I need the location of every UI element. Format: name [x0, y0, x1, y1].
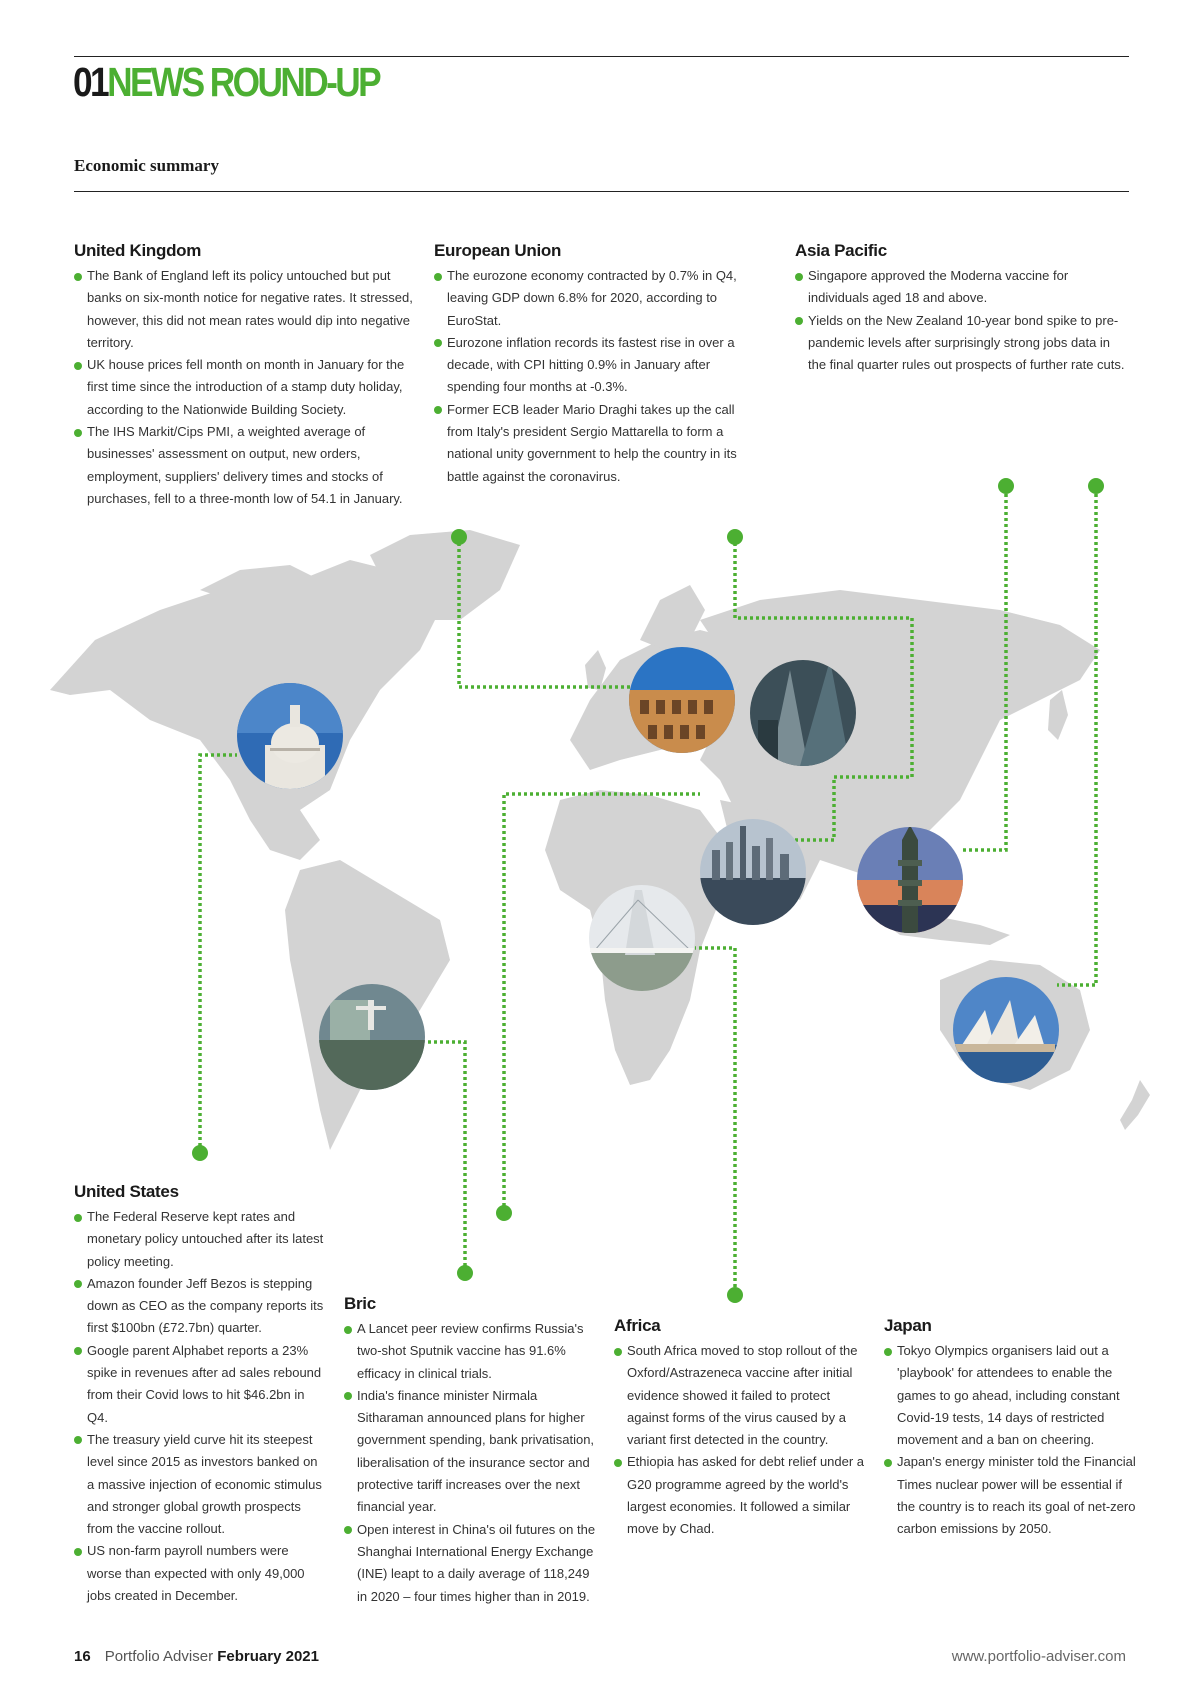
dot-apac-1: [998, 478, 1014, 494]
eu-news-item: Former ECB leader Mario Draghi takes up the call from Italy's president Sergio Mattarella to form a national unity government to help the country in its battle against the coronavirus.: [434, 399, 764, 488]
us-capitol-photo: [237, 683, 343, 789]
section-label: Economic summary: [74, 156, 219, 175]
connector-us: [200, 755, 237, 1152]
africa-news-item: South Africa moved to stop rollout of the Oxford/Astrazeneca vaccine after initial evidence showed it failed to protect against forms of the virus caused by a variant first detected in the country.: [614, 1340, 869, 1451]
bric-news-list: [344, 1318, 599, 1608]
publication-name: Portfolio Adviser: [104, 1648, 214, 1665]
colosseum-photo: [629, 647, 735, 753]
japan-news-list: [884, 1340, 1139, 1541]
eu-news-item: The eurozone economy contracted by 0.7% in Q4, leaving GDP down 6.8% for 2020, according to EuroStat.: [434, 265, 764, 332]
africa-news-item: Ethiopia has asked for debt relief under a G20 programme agreed by the world's largest economies. It followed a similar move by Chad.: [614, 1451, 869, 1540]
uk-news-item: UK house prices fell month on month in January for the first time since the introduction of a stamp duty holiday, according to the Nationwide Building Society.: [74, 354, 419, 421]
connector-africa: [695, 948, 735, 1293]
rio-christ-photo: [319, 984, 425, 1090]
us-news-item: The treasury yield curve hit its steepest level since 2015 as investors banked on a massive injection of economic stimulus and stronger global growth prospects from the vaccine rollout.: [74, 1429, 324, 1540]
uk-news-item: The Bank of England left its policy untouched but put banks on six-month notice for negative rates. It stressed, however, this did not mean rates would dip into negative territory.: [74, 265, 419, 354]
us-news-item: Google parent Alphabet reports a 23% spike in revenues after ad sales rebound from their Covid lows to hit $46.2bn in Q4.: [74, 1340, 324, 1429]
us-news-item: US non-farm payroll numbers were worse than expected with only 49,000 jobs created in December.: [74, 1540, 324, 1607]
us-news-list: [74, 1206, 324, 1607]
region-asia-pacific: [795, 241, 1125, 376]
apac-news-list: [795, 265, 1125, 376]
section-title: NEWS ROUND-UP: [107, 59, 380, 105]
connector-bric-2: [425, 1042, 465, 1272]
dot-us: [192, 1145, 208, 1161]
region-title-japan: Japan: [884, 1316, 932, 1335]
apac-news-item: Yields on the New Zealand 10-year bond spike to pre-pandemic levels after surprisingly strong jobs data in the final quarter rules out prospects of further rate cuts.: [795, 310, 1125, 377]
africa-news-list: [614, 1340, 869, 1541]
footer-url[interactable]: www.portfolio-adviser.com: [951, 1648, 1126, 1665]
footer-publication: [74, 1648, 319, 1665]
region-africa: [614, 1316, 869, 1541]
bric-news-item: A Lancet peer review confirms Russia's two-shot Sputnik vaccine has 91.6% efficacy in clinical trials.: [344, 1318, 599, 1385]
us-news-item: The Federal Reserve kept rates and monetary policy untouched after its latest policy meeting.: [74, 1206, 324, 1273]
us-news-item: Amazon founder Jeff Bezos is stepping down as CEO as the company reports its first $100bn (£72.7bn) quarter.: [74, 1273, 324, 1340]
japan-shape: [1048, 690, 1068, 740]
japan-news-item: Japan's energy minister told the Financial Times nuclear power will be essential if the country is to reach its goal of net-zero carbon emissions by 2050.: [884, 1451, 1139, 1540]
bric-news-item: Open interest in China's oil futures on the Shanghai International Energy Exchange (INE) leapt to a daily average of 118,249 in 2020 – four times higher than in 2019.: [344, 1519, 599, 1608]
connector-apac-2: [1057, 488, 1096, 985]
region-european-union: [434, 241, 764, 488]
section-number: 01: [73, 59, 108, 105]
eu-news-list: [434, 265, 764, 488]
page-number: 16: [74, 1648, 91, 1665]
dot-apac-2: [1088, 478, 1104, 494]
region-title-eu: European Union: [434, 241, 562, 260]
region-japan: [884, 1316, 1139, 1541]
region-title-bric: Bric: [344, 1294, 376, 1313]
issue-date: February 2021: [217, 1648, 319, 1665]
uk-news-list: [74, 265, 419, 510]
region-title-uk: United Kingdom: [74, 241, 202, 260]
lagos-bridge-photo: [589, 885, 695, 991]
dot-africa: [727, 1287, 743, 1303]
region-title-us: United States: [74, 1182, 179, 1201]
bric-news-item: India's finance minister Nirmala Sitharaman announced plans for higher government spending, bank privatisation, liberalisation of the insurance sector and protective tariff increases over the next financial year.: [344, 1385, 599, 1519]
japan-news-item: Tokyo Olympics organisers laid out a 'playbook' for attendees to enable the games to go ahead, including constant Covid-19 tests, 14 days of restricted movement and a ban on cheering.: [884, 1340, 1139, 1451]
region-united-kingdom: [74, 241, 419, 510]
new-zealand-shape: [1120, 1080, 1150, 1130]
region-bric: [344, 1294, 599, 1608]
dot-bric-1: [496, 1205, 512, 1221]
sydney-opera-photo: [953, 977, 1059, 1083]
eu-news-item: Eurozone inflation records its fastest rise in over a decade, with CPI hitting 0.9% in January after spending four months at -0.3%.: [434, 332, 764, 399]
region-title-africa: Africa: [614, 1316, 661, 1335]
moscow-towers-photo: [750, 660, 856, 766]
region-united-states: [74, 1182, 324, 1607]
dot-bric-2: [457, 1265, 473, 1281]
dot-eu: [727, 529, 743, 545]
region-title-apac: Asia Pacific: [795, 241, 887, 260]
apac-news-item: Singapore approved the Moderna vaccine for individuals aged 18 and above.: [795, 265, 1125, 310]
dubai-skyline-photo: [700, 819, 806, 925]
uk-news-item: The IHS Markit/Cips PMI, a weighted average of businesses' assessment on output, new orders, employment, suppliers' delivery times and stocks of purchases, fell to a three-month low of 54.1 in January.: [74, 421, 419, 510]
dot-uk: [451, 529, 467, 545]
